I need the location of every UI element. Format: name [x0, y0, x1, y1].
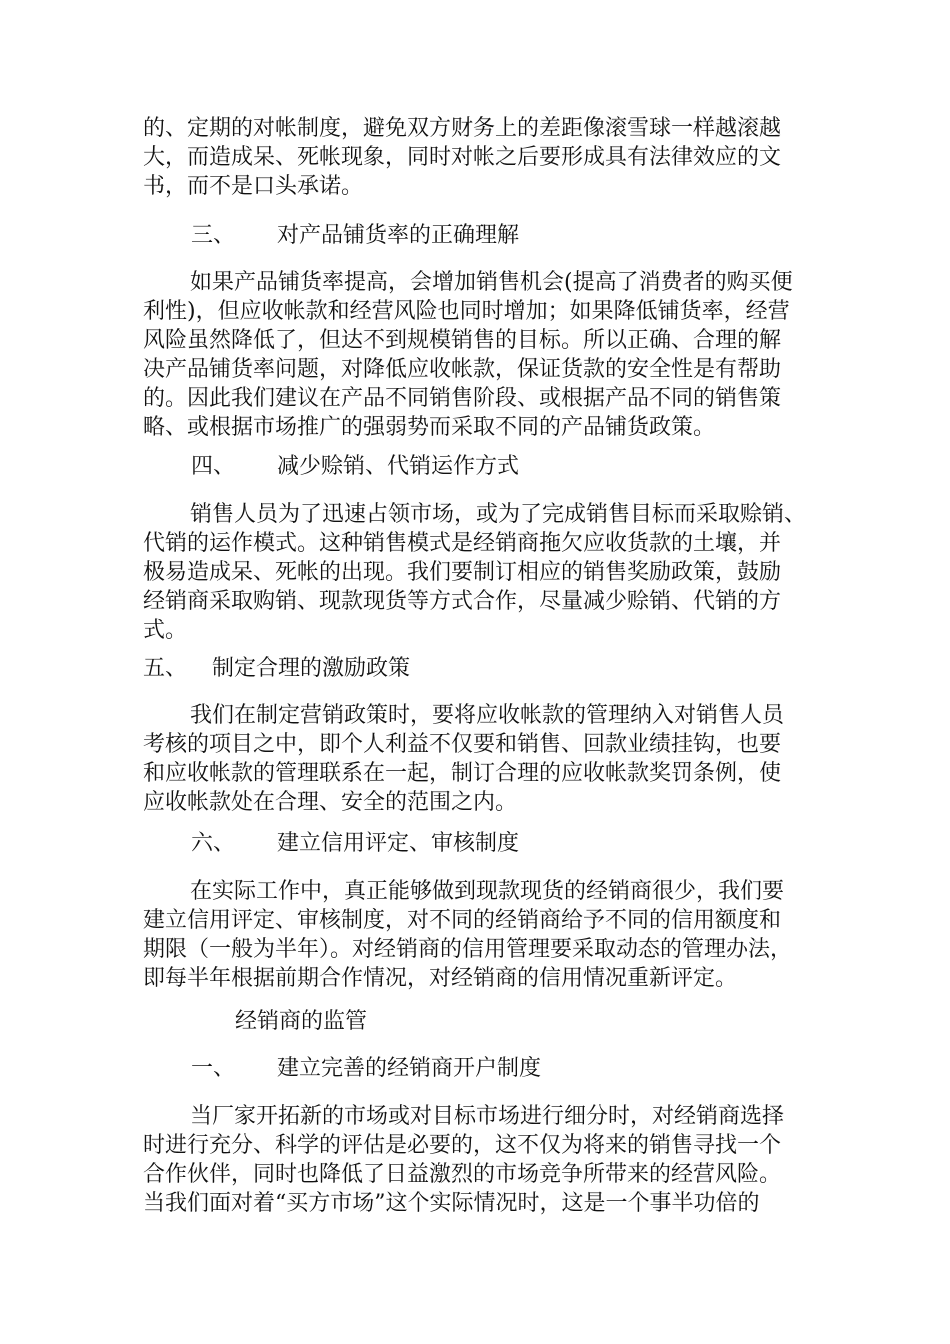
paragraph-incentive-policy: [143, 701, 823, 817]
text-line: 极易造成呆、死帐的出现。我们要制订相应的销售奖励政策，鼓励: [143, 560, 782, 585]
text-line: 期限（一般为半年）。对经销商的信用管理要采取动态的管理办法，: [143, 937, 793, 962]
paragraph-continuation: [143, 114, 823, 201]
text-line: 的。因此我们建议在产品不同销售阶段、或根据产品不同的销售策: [143, 386, 782, 411]
text-line: 我们在制定营销政策时，要将应收帐款的管理纳入对销售人员: [190, 703, 785, 728]
heading-number: 六、: [191, 831, 236, 856]
heading-number: 一、: [191, 1056, 236, 1081]
heading-number: 四、: [191, 454, 236, 479]
text-line: 在实际工作中，真正能够做到现款现货的经销商很少，我们要: [190, 879, 785, 904]
text-line: 和应收帐款的管理联系在一起，制订合理的应收帐款奖罚条例，使: [143, 761, 782, 786]
text-line: 书，而不是口头承诺。: [143, 174, 364, 199]
text-line: 考核的项目之中，即个人利益不仅要和销售、回款业绩挂钩，也要: [143, 732, 782, 757]
text-line: 代销的运作模式。这种销售模式是经销商拖欠应收货款的土壤，并: [143, 531, 782, 556]
text-line: 即每半年根据前期合作情况，对经销商的信用情况重新评定。: [143, 966, 738, 991]
paragraph-credit-evaluation: [143, 877, 823, 993]
section-title: 经销商的监管: [235, 1009, 368, 1034]
heading-text: 建立完善的经销商开户制度: [277, 1056, 542, 1081]
section-heading-6: [191, 829, 519, 858]
text-line: 销售人员为了迅速占领市场，或为了完成销售目标而采取赊销、: [190, 502, 807, 527]
text-line: 决产品铺货率问题，对降低应收帐款，保证货款的安全性是有帮助: [143, 357, 782, 382]
heading-text: 对产品铺货率的正确理解: [277, 223, 520, 248]
section-heading-4: [191, 452, 519, 481]
text-line: 当我们面对着“买方市场”这个实际情况时，这是一个事半功倍的: [143, 1191, 760, 1216]
paragraph-credit-sales: [143, 500, 823, 645]
text-line: 经销商采取购销、现款现货等方式合作，尽量减少赊销、代销的方: [143, 589, 782, 614]
text-line: 的、定期的对帐制度，避免双方财务上的差距像滚雪球一样越滚越: [143, 116, 782, 141]
text-line: 利性)，但应收帐款和经营风险也同时增加；如果降低铺货率，经营: [143, 299, 790, 324]
section-heading-1: [191, 1054, 541, 1083]
text-line: 式。: [143, 618, 188, 643]
heading-number: 三、: [191, 223, 236, 248]
paragraph-distribution-rate: [143, 268, 823, 442]
heading-text: 减少赊销、代销运作方式: [277, 454, 520, 479]
text-line: 大，而造成呆、死帐现象，同时对帐之后要形成具有法律效应的文: [143, 145, 782, 170]
section-heading-3: [191, 221, 519, 250]
text-line: 建立信用评定、审核制度，对不同的经销商给予不同的信用额度和: [143, 908, 782, 933]
text-line: 应收帐款处在合理、安全的范围之内。: [143, 790, 518, 815]
heading-text: 制定合理的激励政策: [212, 656, 411, 681]
section-heading-5: [143, 654, 410, 683]
text-line: 时进行充分、科学的评估是必要的，这不仅为将来的销售寻找一个: [143, 1133, 782, 1158]
text-line: 略、或根据市场推广的强弱势而采取不同的产品铺货政策。: [143, 415, 716, 440]
heading-number: 五、: [143, 656, 188, 681]
paragraph-dealer-account: [143, 1102, 823, 1218]
text-line: 风险虽然降低了，但达不到规模销售的目标。所以正确、合理的解: [143, 328, 782, 353]
text-line: 合作伙伴，同时也降低了日益激烈的市场竞争所带来的经营风险。: [143, 1162, 782, 1187]
text-line: 当厂家开拓新的市场或对目标市场进行细分时，对经销商选择: [190, 1104, 785, 1129]
heading-text: 建立信用评定、审核制度: [277, 831, 520, 856]
text-line: 如果产品铺货率提高，会增加销售机会(提高了消费者的购买便: [190, 270, 793, 295]
